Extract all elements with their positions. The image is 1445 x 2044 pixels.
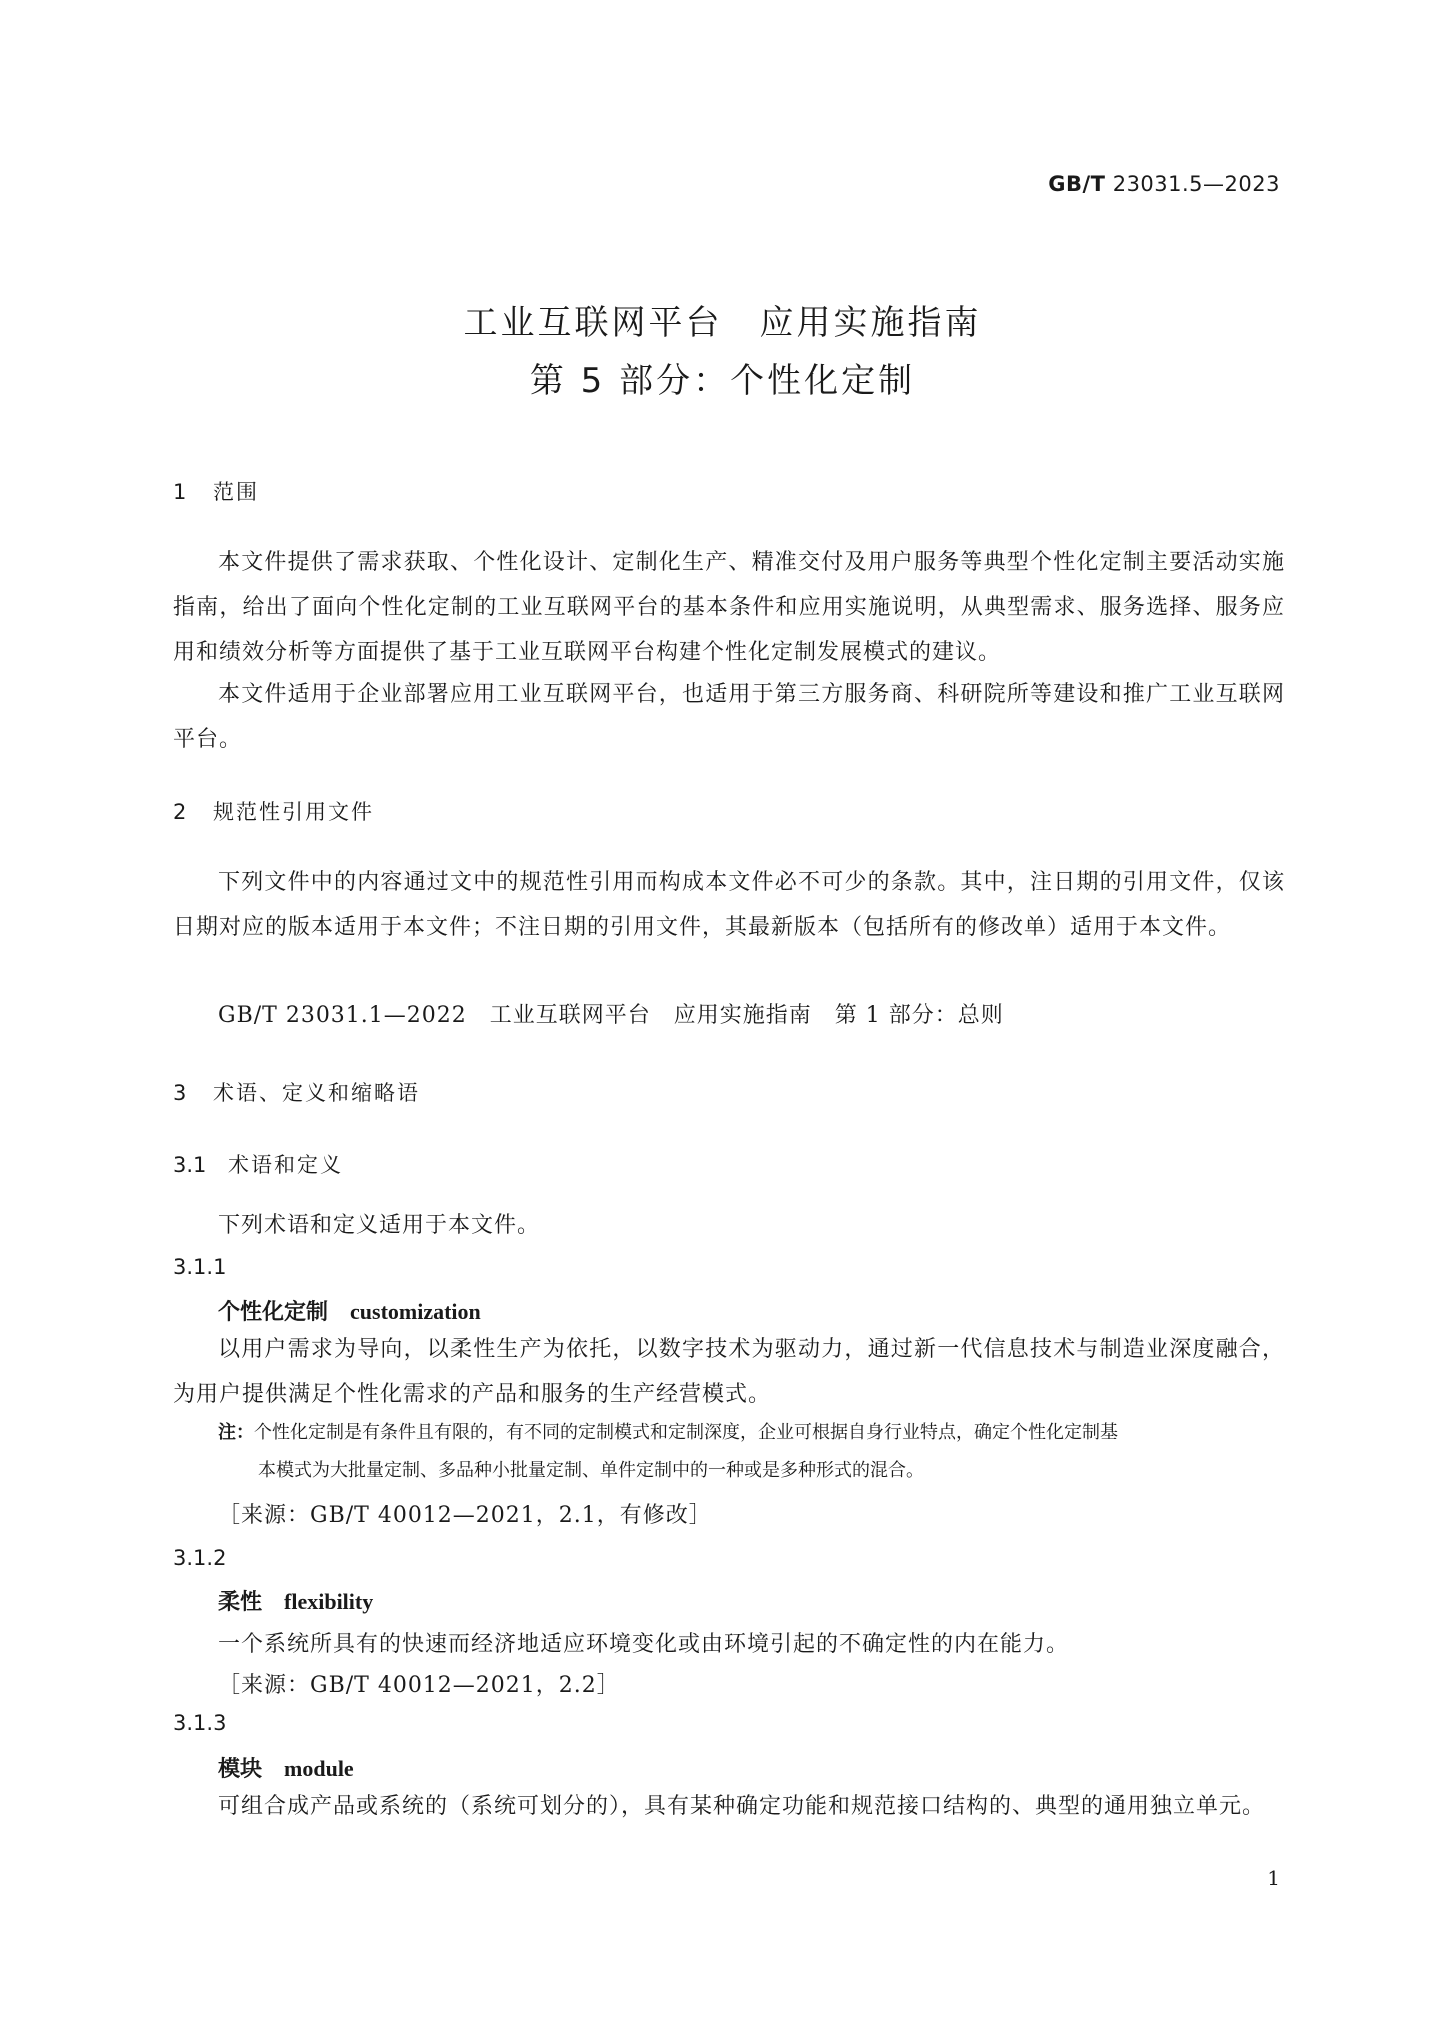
section-1-heading	[173, 476, 259, 506]
standard-prefix: GB/T	[1048, 172, 1106, 196]
term-heading	[218, 1585, 373, 1616]
term-definition: 以用户需求为导向，以柔性生产为依托，以数字技术为驱动力，通过新一代信息技术与制造业深度融合，为用户提供满足个性化需求的产品和服务的生产经营模式。	[173, 1337, 1285, 1407]
section-title: 范围	[213, 480, 259, 504]
note-text-line1: 个性化定制是有条件且有限的，有不同的定制模式和定制深度，企业可根据自身行业特点，确定个性化定制基	[254, 1422, 1118, 1443]
section-title: 术语、定义和缩略语	[213, 1081, 420, 1105]
subsection-number: 3.1	[173, 1153, 207, 1177]
section-title: 规范性引用文件	[213, 800, 374, 824]
term-chinese: 模块	[218, 1757, 263, 1782]
section-number: 1	[173, 480, 187, 504]
term-chinese: 个性化定制	[218, 1300, 329, 1325]
terms-intro: 下列术语和定义适用于本文件。	[218, 1213, 541, 1238]
note-text-line2: 本模式为大批量定制、多品种小批量定制、单件定制中的一种或是多种形式的混合。	[258, 1460, 924, 1481]
term-heading	[218, 1295, 481, 1326]
document-title-line1: 工业互联网平台 应用实施指南	[463, 303, 982, 343]
section-number: 2	[173, 800, 187, 824]
term-heading	[218, 1752, 354, 1783]
term-english: customization	[350, 1299, 481, 1324]
section-2-heading	[173, 796, 374, 826]
term-english: flexibility	[284, 1589, 374, 1614]
subsection-3-1-heading	[173, 1149, 343, 1179]
section-2-paragraph-1: 下列文件中的内容通过文中的规范性引用而构成本文件必不可少的条款。其中，注日期的引用文件，仅该日期对应的版本适用于本文件；不注日期的引用文件，其最新版本（包括所有的修改单）适用于本文件。	[173, 870, 1285, 940]
section-number: 3	[173, 1081, 187, 1105]
note-label: 注：	[218, 1422, 254, 1443]
standard-number	[1048, 172, 1280, 196]
term-source: ［来源：GB/T 40012—2021，2.1，有修改］	[218, 1503, 712, 1528]
section-1-paragraph-2: 本文件适用于企业部署应用工业互联网平台，也适用于第三方服务商、科研院所等建设和推广工业互联网平台。	[173, 682, 1285, 752]
subsection-title: 术语和定义	[228, 1153, 343, 1177]
page-number: 1	[1267, 1866, 1280, 1890]
term-definition: 一个系统所具有的快速而经济地适应环境变化或由环境引起的不确定性的内在能力。	[218, 1632, 1070, 1657]
term-note	[218, 1414, 1285, 1490]
section-3-heading	[173, 1077, 420, 1107]
normative-reference: GB/T 23031.1—2022 工业互联网平台 应用实施指南 第 1 部分：总则	[218, 1003, 1004, 1028]
term-source: ［来源：GB/T 40012—2021，2.2］	[218, 1673, 620, 1698]
term-chinese: 柔性	[218, 1590, 263, 1615]
document-title-line2: 第 5 部分：个性化定制	[529, 361, 916, 401]
term-number: 3.1.2	[173, 1546, 227, 1570]
section-1-paragraph-1: 本文件提供了需求获取、个性化设计、定制化生产、精准交付及用户服务等典型个性化定制主要活动实施指南，给出了面向个性化定制的工业互联网平台的基本条件和应用实施说明，从典型需求、服务选择、服务应用和绩效分析等方面提供了基于工业互联网平台构建个性化定制发展模式的建议。	[173, 550, 1285, 665]
term-english: module	[284, 1756, 354, 1781]
term-number: 3.1.3	[173, 1711, 227, 1735]
standard-code: 23031.5—2023	[1112, 172, 1280, 196]
term-definition: 可组合成产品或系统的（系统可划分的），具有某种确定功能和规范接口结构的、典型的通用独立单元。	[218, 1794, 1266, 1819]
term-number: 3.1.1	[173, 1255, 227, 1279]
